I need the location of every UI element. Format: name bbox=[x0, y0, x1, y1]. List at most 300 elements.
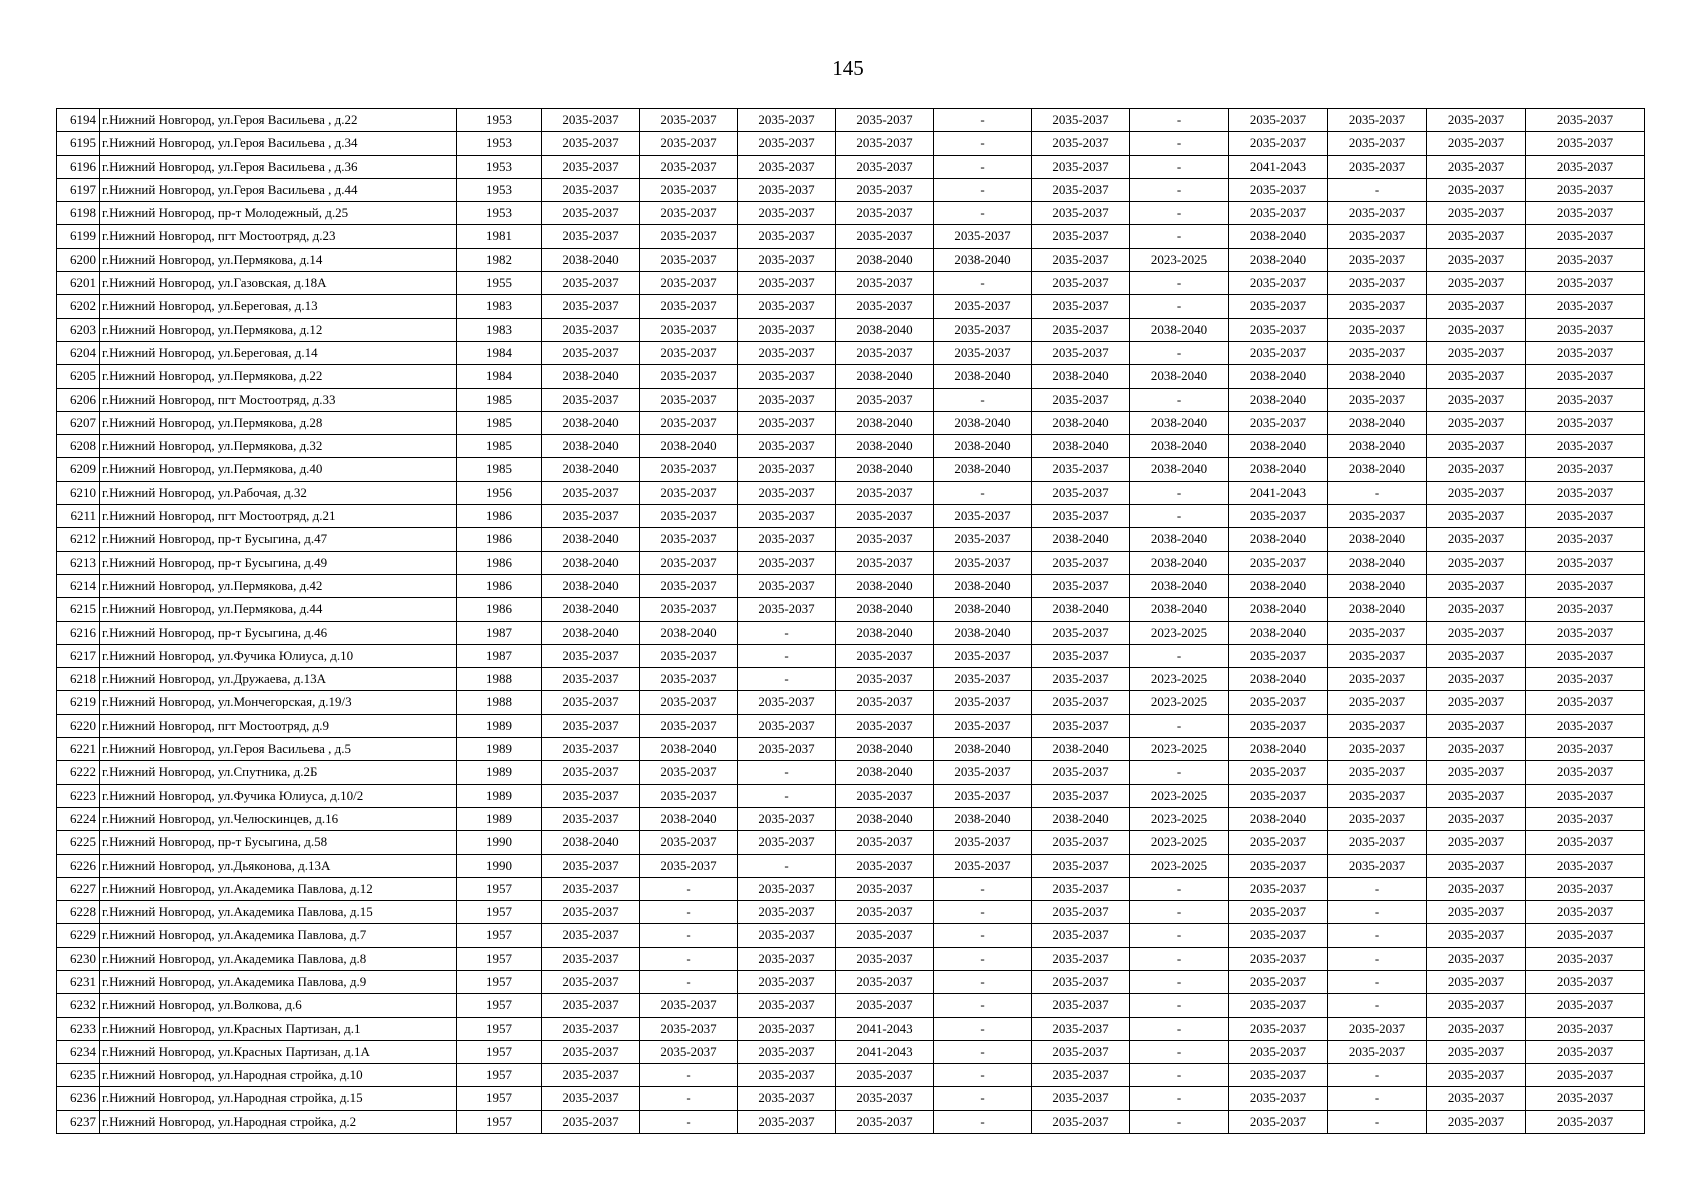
period-cell: 2035-2037 bbox=[934, 714, 1032, 737]
period-cell: 2035-2037 bbox=[1032, 318, 1130, 341]
period-cell: 2038-2040 bbox=[836, 435, 934, 458]
year-cell: 1989 bbox=[457, 714, 542, 737]
row-number-cell: 6199 bbox=[57, 225, 100, 248]
period-cell: 2035-2037 bbox=[1526, 738, 1645, 761]
period-cell: - bbox=[640, 1064, 738, 1087]
period-cell: 2035-2037 bbox=[934, 551, 1032, 574]
period-cell: - bbox=[1328, 481, 1427, 504]
period-cell: 2035-2037 bbox=[1427, 528, 1526, 551]
period-cell: - bbox=[1130, 970, 1229, 993]
period-cell: 2035-2037 bbox=[542, 854, 640, 877]
address-cell: г.Нижний Новгород, ул.Пермякова, д.28 bbox=[100, 411, 457, 434]
period-cell: 2035-2037 bbox=[1328, 831, 1427, 854]
year-cell: 1982 bbox=[457, 248, 542, 271]
period-cell: 2035-2037 bbox=[1526, 1110, 1645, 1133]
period-cell: 2035-2037 bbox=[1229, 994, 1328, 1017]
period-cell: 2035-2037 bbox=[738, 901, 836, 924]
period-cell: 2035-2037 bbox=[1526, 644, 1645, 667]
period-cell: 2038-2040 bbox=[836, 738, 934, 761]
period-cell: 2038-2040 bbox=[836, 598, 934, 621]
period-cell: 2035-2037 bbox=[542, 994, 640, 1017]
period-cell: 2035-2037 bbox=[542, 388, 640, 411]
period-cell: 2035-2037 bbox=[542, 761, 640, 784]
period-cell: 2038-2040 bbox=[1328, 574, 1427, 597]
address-cell: г.Нижний Новгород, ул.Пермякова, д.22 bbox=[100, 365, 457, 388]
row-number-cell: 6236 bbox=[57, 1087, 100, 1110]
period-cell: 2035-2037 bbox=[934, 854, 1032, 877]
period-cell: 2038-2040 bbox=[542, 621, 640, 644]
period-cell: 2035-2037 bbox=[836, 970, 934, 993]
period-cell: 2035-2037 bbox=[1328, 248, 1427, 271]
address-cell: г.Нижний Новгород, ул.Героя Васильева , д.36 bbox=[100, 155, 457, 178]
period-cell: - bbox=[934, 202, 1032, 225]
period-cell: 2038-2040 bbox=[1229, 388, 1328, 411]
period-cell: - bbox=[1130, 295, 1229, 318]
period-cell: 2035-2037 bbox=[542, 714, 640, 737]
period-cell: - bbox=[738, 761, 836, 784]
table-row bbox=[57, 761, 1645, 784]
period-cell: - bbox=[1130, 272, 1229, 295]
row-number-cell: 6222 bbox=[57, 761, 100, 784]
year-cell: 1957 bbox=[457, 901, 542, 924]
table-row bbox=[57, 1064, 1645, 1087]
period-cell: 2035-2037 bbox=[542, 924, 640, 947]
table-row bbox=[57, 505, 1645, 528]
period-cell: 2038-2040 bbox=[934, 411, 1032, 434]
period-cell: 2035-2037 bbox=[1032, 1040, 1130, 1063]
period-cell: 2035-2037 bbox=[1229, 109, 1328, 132]
table-row bbox=[57, 295, 1645, 318]
period-cell: 2035-2037 bbox=[836, 877, 934, 900]
period-cell: 2035-2037 bbox=[1328, 738, 1427, 761]
row-number-cell: 6212 bbox=[57, 528, 100, 551]
row-number-cell: 6224 bbox=[57, 807, 100, 830]
period-cell: 2035-2037 bbox=[1526, 691, 1645, 714]
row-number-cell: 6232 bbox=[57, 994, 100, 1017]
address-cell: г.Нижний Новгород, ул.Академика Павлова, д.12 bbox=[100, 877, 457, 900]
year-cell: 1984 bbox=[457, 341, 542, 364]
address-cell: г.Нижний Новгород, ул.Пермякова, д.32 bbox=[100, 435, 457, 458]
period-cell: - bbox=[1130, 1017, 1229, 1040]
period-cell: 2035-2037 bbox=[836, 1064, 934, 1087]
period-cell: 2038-2040 bbox=[1130, 598, 1229, 621]
period-cell: 2035-2037 bbox=[1032, 877, 1130, 900]
period-cell: 2038-2040 bbox=[1328, 528, 1427, 551]
period-cell: 2035-2037 bbox=[836, 155, 934, 178]
period-cell: 2035-2037 bbox=[1427, 714, 1526, 737]
address-cell: г.Нижний Новгород, пгт Мостоотряд, д.33 bbox=[100, 388, 457, 411]
row-number-cell: 6221 bbox=[57, 738, 100, 761]
period-cell: 2038-2040 bbox=[1229, 807, 1328, 830]
period-cell: 2038-2040 bbox=[640, 435, 738, 458]
period-cell: 2035-2037 bbox=[1328, 341, 1427, 364]
address-cell: г.Нижний Новгород, ул.Народная стройка, д.2 bbox=[100, 1110, 457, 1133]
period-cell: 2035-2037 bbox=[640, 528, 738, 551]
period-cell: 2023-2025 bbox=[1130, 854, 1229, 877]
address-cell: г.Нижний Новгород, ул.Красных Партизан, д.1А bbox=[100, 1040, 457, 1063]
period-cell: 2035-2037 bbox=[1328, 318, 1427, 341]
period-cell: 2035-2037 bbox=[542, 807, 640, 830]
row-number-cell: 6218 bbox=[57, 668, 100, 691]
period-cell: 2038-2040 bbox=[1032, 807, 1130, 830]
period-cell: 2035-2037 bbox=[1032, 505, 1130, 528]
period-cell: 2038-2040 bbox=[934, 365, 1032, 388]
period-cell: 2035-2037 bbox=[1427, 784, 1526, 807]
table-row bbox=[57, 598, 1645, 621]
period-cell: 2035-2037 bbox=[1526, 295, 1645, 318]
table-row bbox=[57, 947, 1645, 970]
table-row bbox=[57, 738, 1645, 761]
period-cell: 2035-2037 bbox=[836, 528, 934, 551]
row-number-cell: 6233 bbox=[57, 1017, 100, 1040]
table-row bbox=[57, 854, 1645, 877]
period-cell: 2035-2037 bbox=[1032, 481, 1130, 504]
period-cell: 2035-2037 bbox=[836, 341, 934, 364]
row-number-cell: 6202 bbox=[57, 295, 100, 318]
row-number-cell: 6228 bbox=[57, 901, 100, 924]
year-cell: 1987 bbox=[457, 644, 542, 667]
period-cell: 2035-2037 bbox=[836, 132, 934, 155]
period-cell: 2035-2037 bbox=[836, 901, 934, 924]
period-cell: - bbox=[1130, 761, 1229, 784]
period-cell: 2035-2037 bbox=[1328, 109, 1427, 132]
period-cell: - bbox=[934, 155, 1032, 178]
period-cell: 2035-2037 bbox=[542, 1110, 640, 1133]
period-cell: 2038-2040 bbox=[1328, 365, 1427, 388]
address-cell: г.Нижний Новгород, ул.Газовская, д.18А bbox=[100, 272, 457, 295]
period-cell: 2023-2025 bbox=[1130, 248, 1229, 271]
year-cell: 1989 bbox=[457, 738, 542, 761]
period-cell: 2035-2037 bbox=[738, 994, 836, 1017]
row-number-cell: 6195 bbox=[57, 132, 100, 155]
period-cell: 2035-2037 bbox=[1526, 1040, 1645, 1063]
period-cell: - bbox=[1130, 714, 1229, 737]
period-cell: - bbox=[934, 994, 1032, 1017]
period-cell: 2038-2040 bbox=[934, 807, 1032, 830]
year-cell: 1989 bbox=[457, 784, 542, 807]
table-row bbox=[57, 202, 1645, 225]
period-cell: 2035-2037 bbox=[1526, 668, 1645, 691]
address-cell: г.Нижний Новгород, ул.Народная стройка, д.15 bbox=[100, 1087, 457, 1110]
period-cell: 2038-2040 bbox=[1229, 225, 1328, 248]
period-cell: 2035-2037 bbox=[1427, 924, 1526, 947]
period-cell: 2038-2040 bbox=[836, 318, 934, 341]
period-cell: 2035-2037 bbox=[1328, 784, 1427, 807]
period-cell: 2035-2037 bbox=[1229, 970, 1328, 993]
period-cell: 2035-2037 bbox=[1526, 202, 1645, 225]
period-cell: - bbox=[1328, 947, 1427, 970]
table-row bbox=[57, 668, 1645, 691]
period-cell: 2035-2037 bbox=[738, 481, 836, 504]
period-cell: 2035-2037 bbox=[1427, 411, 1526, 434]
period-cell: 2035-2037 bbox=[738, 551, 836, 574]
period-cell: 2035-2037 bbox=[640, 598, 738, 621]
table-row bbox=[57, 458, 1645, 481]
period-cell: - bbox=[934, 924, 1032, 947]
period-cell: 2035-2037 bbox=[1427, 901, 1526, 924]
period-cell: 2038-2040 bbox=[640, 621, 738, 644]
period-cell: 2035-2037 bbox=[1032, 272, 1130, 295]
table-row bbox=[57, 784, 1645, 807]
period-cell: 2035-2037 bbox=[1526, 1017, 1645, 1040]
period-cell: 2035-2037 bbox=[1427, 621, 1526, 644]
period-cell: 2035-2037 bbox=[640, 411, 738, 434]
period-cell: 2035-2037 bbox=[934, 505, 1032, 528]
address-cell: г.Нижний Новгород, ул.Дьяконова, д.13А bbox=[100, 854, 457, 877]
period-cell: 2035-2037 bbox=[542, 644, 640, 667]
period-cell: 2038-2040 bbox=[836, 365, 934, 388]
address-cell: г.Нижний Новгород, ул.Героя Васильева , д.34 bbox=[100, 132, 457, 155]
period-cell: 2035-2037 bbox=[1526, 761, 1645, 784]
period-cell: 2038-2040 bbox=[836, 458, 934, 481]
period-cell: 2035-2037 bbox=[1229, 1064, 1328, 1087]
period-cell: 2038-2040 bbox=[1328, 411, 1427, 434]
period-cell: 2035-2037 bbox=[640, 225, 738, 248]
period-cell: 2035-2037 bbox=[1427, 365, 1526, 388]
period-cell: 2038-2040 bbox=[934, 574, 1032, 597]
period-cell: - bbox=[738, 854, 836, 877]
period-cell: - bbox=[934, 1017, 1032, 1040]
period-cell: 2035-2037 bbox=[934, 691, 1032, 714]
period-cell: 2035-2037 bbox=[1526, 574, 1645, 597]
period-cell: 2035-2037 bbox=[542, 877, 640, 900]
period-cell: - bbox=[640, 901, 738, 924]
period-cell: 2035-2037 bbox=[1526, 411, 1645, 434]
period-cell: 2035-2037 bbox=[1427, 598, 1526, 621]
period-cell: 2035-2037 bbox=[1229, 761, 1328, 784]
period-cell: 2035-2037 bbox=[1032, 901, 1130, 924]
period-cell: - bbox=[1130, 225, 1229, 248]
period-cell: 2035-2037 bbox=[640, 574, 738, 597]
period-cell: 2035-2037 bbox=[1328, 691, 1427, 714]
period-cell: 2035-2037 bbox=[1427, 225, 1526, 248]
period-cell: 2035-2037 bbox=[1032, 621, 1130, 644]
table-row bbox=[57, 109, 1645, 132]
row-number-cell: 6230 bbox=[57, 947, 100, 970]
period-cell: 2035-2037 bbox=[836, 225, 934, 248]
period-cell: 2035-2037 bbox=[1526, 341, 1645, 364]
period-cell: 2023-2025 bbox=[1130, 738, 1229, 761]
period-cell: - bbox=[934, 1040, 1032, 1063]
period-cell: 2035-2037 bbox=[542, 318, 640, 341]
period-cell: 2035-2037 bbox=[1427, 435, 1526, 458]
period-cell: 2035-2037 bbox=[1032, 714, 1130, 737]
period-cell: 2038-2040 bbox=[1130, 365, 1229, 388]
address-cell: г.Нижний Новгород, ул.Фучика Юлиуса, д.10 bbox=[100, 644, 457, 667]
period-cell: - bbox=[1328, 877, 1427, 900]
address-cell: г.Нижний Новгород, ул.Пермякова, д.40 bbox=[100, 458, 457, 481]
row-number-cell: 6214 bbox=[57, 574, 100, 597]
table-row bbox=[57, 365, 1645, 388]
period-cell: 2035-2037 bbox=[1229, 551, 1328, 574]
row-number-cell: 6198 bbox=[57, 202, 100, 225]
row-number-cell: 6234 bbox=[57, 1040, 100, 1063]
period-cell: 2035-2037 bbox=[1328, 132, 1427, 155]
address-cell: г.Нижний Новгород, пгт Мостоотряд, д.9 bbox=[100, 714, 457, 737]
period-cell: 2038-2040 bbox=[836, 761, 934, 784]
row-number-cell: 6215 bbox=[57, 598, 100, 621]
period-cell: 2035-2037 bbox=[542, 691, 640, 714]
table-row bbox=[57, 435, 1645, 458]
period-cell: 2035-2037 bbox=[1526, 714, 1645, 737]
period-cell: - bbox=[1328, 970, 1427, 993]
period-cell: 2035-2037 bbox=[1328, 854, 1427, 877]
period-cell: 2041-2043 bbox=[1229, 155, 1328, 178]
period-cell: 2035-2037 bbox=[640, 388, 738, 411]
period-cell: 2038-2040 bbox=[934, 598, 1032, 621]
table-row bbox=[57, 924, 1645, 947]
period-cell: 2035-2037 bbox=[1328, 714, 1427, 737]
period-cell: - bbox=[1130, 388, 1229, 411]
period-cell: 2035-2037 bbox=[1427, 994, 1526, 1017]
address-cell: г.Нижний Новгород, ул.Академика Павлова, д.8 bbox=[100, 947, 457, 970]
period-cell: - bbox=[1130, 155, 1229, 178]
page-number: 145 bbox=[832, 56, 864, 80]
period-cell: - bbox=[1328, 994, 1427, 1017]
period-cell: 2035-2037 bbox=[1229, 505, 1328, 528]
period-cell: 2035-2037 bbox=[738, 109, 836, 132]
period-cell: 2038-2040 bbox=[1328, 458, 1427, 481]
period-cell: 2035-2037 bbox=[542, 1087, 640, 1110]
period-cell: 2035-2037 bbox=[1526, 947, 1645, 970]
period-cell: 2035-2037 bbox=[1526, 248, 1645, 271]
period-cell: 2035-2037 bbox=[1427, 1040, 1526, 1063]
address-cell: г.Нижний Новгород, пр-т Бусыгина, д.47 bbox=[100, 528, 457, 551]
period-cell: 2038-2040 bbox=[542, 458, 640, 481]
period-cell: 2038-2040 bbox=[542, 435, 640, 458]
period-cell: - bbox=[1130, 924, 1229, 947]
period-cell: 2035-2037 bbox=[640, 831, 738, 854]
period-cell: 2035-2037 bbox=[1526, 225, 1645, 248]
period-cell: - bbox=[1130, 947, 1229, 970]
period-cell: 2035-2037 bbox=[738, 341, 836, 364]
address-cell: г.Нижний Новгород, ул.Пермякова, д.14 bbox=[100, 248, 457, 271]
period-cell: 2035-2037 bbox=[542, 341, 640, 364]
period-cell: 2038-2040 bbox=[542, 598, 640, 621]
period-cell: 2038-2040 bbox=[1229, 365, 1328, 388]
period-cell: 2035-2037 bbox=[738, 1087, 836, 1110]
year-cell: 1986 bbox=[457, 574, 542, 597]
period-cell: 2035-2037 bbox=[1032, 784, 1130, 807]
period-cell: - bbox=[1130, 1040, 1229, 1063]
period-cell: 2035-2037 bbox=[738, 807, 836, 830]
period-cell: - bbox=[934, 1110, 1032, 1133]
period-cell: 2035-2037 bbox=[934, 668, 1032, 691]
row-number-cell: 6203 bbox=[57, 318, 100, 341]
period-cell: 2035-2037 bbox=[1032, 388, 1130, 411]
period-cell: - bbox=[1130, 132, 1229, 155]
period-cell: 2035-2037 bbox=[934, 528, 1032, 551]
period-cell: 2035-2037 bbox=[1229, 178, 1328, 201]
period-cell: 2035-2037 bbox=[1229, 1017, 1328, 1040]
address-cell: г.Нижний Новгород, ул.Спутника, д.2Б bbox=[100, 761, 457, 784]
period-cell: - bbox=[934, 877, 1032, 900]
year-cell: 1981 bbox=[457, 225, 542, 248]
period-cell: 2035-2037 bbox=[1229, 318, 1328, 341]
period-cell: 2035-2037 bbox=[1229, 132, 1328, 155]
table-row bbox=[57, 831, 1645, 854]
address-cell: г.Нижний Новгород, ул.Дружаева, д.13А bbox=[100, 668, 457, 691]
period-cell: 2035-2037 bbox=[738, 505, 836, 528]
year-cell: 1987 bbox=[457, 621, 542, 644]
period-cell: 2035-2037 bbox=[1229, 924, 1328, 947]
period-cell: 2035-2037 bbox=[640, 248, 738, 271]
period-cell: 2035-2037 bbox=[1229, 295, 1328, 318]
period-cell: 2035-2037 bbox=[1526, 155, 1645, 178]
period-cell: 2038-2040 bbox=[1328, 598, 1427, 621]
table-row bbox=[57, 714, 1645, 737]
period-cell: 2035-2037 bbox=[934, 295, 1032, 318]
period-cell: - bbox=[934, 901, 1032, 924]
period-cell: 2035-2037 bbox=[738, 528, 836, 551]
period-cell: - bbox=[1328, 901, 1427, 924]
period-cell: 2035-2037 bbox=[640, 155, 738, 178]
period-cell: 2035-2037 bbox=[738, 388, 836, 411]
period-cell: 2035-2037 bbox=[1427, 877, 1526, 900]
period-cell: - bbox=[640, 947, 738, 970]
period-cell: 2035-2037 bbox=[836, 202, 934, 225]
period-cell: 2038-2040 bbox=[1130, 574, 1229, 597]
period-cell: 2038-2040 bbox=[934, 621, 1032, 644]
period-cell: 2035-2037 bbox=[1526, 621, 1645, 644]
period-cell: 2038-2040 bbox=[542, 528, 640, 551]
period-cell: 2035-2037 bbox=[1032, 225, 1130, 248]
period-cell: 2041-2043 bbox=[836, 1040, 934, 1063]
year-cell: 1957 bbox=[457, 877, 542, 900]
period-cell: 2035-2037 bbox=[542, 901, 640, 924]
period-cell: 2035-2037 bbox=[1032, 109, 1130, 132]
period-cell: 2038-2040 bbox=[1229, 458, 1328, 481]
period-cell: 2035-2037 bbox=[1427, 644, 1526, 667]
row-number-cell: 6206 bbox=[57, 388, 100, 411]
period-cell: 2038-2040 bbox=[1032, 365, 1130, 388]
period-cell: 2035-2037 bbox=[1032, 341, 1130, 364]
row-number-cell: 6216 bbox=[57, 621, 100, 644]
period-cell: 2035-2037 bbox=[542, 295, 640, 318]
period-cell: 2035-2037 bbox=[542, 738, 640, 761]
period-cell: 2038-2040 bbox=[1130, 318, 1229, 341]
period-cell: 2035-2037 bbox=[1526, 854, 1645, 877]
table-row bbox=[57, 248, 1645, 271]
period-cell: 2035-2037 bbox=[542, 1064, 640, 1087]
period-cell: 2035-2037 bbox=[1229, 272, 1328, 295]
period-cell: 2035-2037 bbox=[1427, 272, 1526, 295]
period-cell: 2038-2040 bbox=[1130, 435, 1229, 458]
period-cell: - bbox=[1328, 924, 1427, 947]
period-cell: 2035-2037 bbox=[1229, 202, 1328, 225]
table-row bbox=[57, 621, 1645, 644]
period-cell: 2035-2037 bbox=[836, 551, 934, 574]
period-cell: - bbox=[1130, 1087, 1229, 1110]
period-cell: - bbox=[640, 970, 738, 993]
period-cell: 2035-2037 bbox=[738, 598, 836, 621]
period-cell: 2035-2037 bbox=[836, 109, 934, 132]
period-cell: 2038-2040 bbox=[1328, 435, 1427, 458]
year-cell: 1986 bbox=[457, 551, 542, 574]
period-cell: 2041-2043 bbox=[836, 1017, 934, 1040]
period-cell: 2035-2037 bbox=[1229, 1110, 1328, 1133]
row-number-cell: 6201 bbox=[57, 272, 100, 295]
table-row bbox=[57, 1017, 1645, 1040]
period-cell: 2038-2040 bbox=[1229, 435, 1328, 458]
period-cell: 2035-2037 bbox=[836, 994, 934, 1017]
period-cell: - bbox=[1130, 901, 1229, 924]
address-cell: г.Нижний Новгород, ул.Волкова, д.6 bbox=[100, 994, 457, 1017]
period-cell: 2035-2037 bbox=[640, 481, 738, 504]
period-cell: - bbox=[640, 1110, 738, 1133]
period-cell: 2035-2037 bbox=[1229, 341, 1328, 364]
year-cell: 1989 bbox=[457, 761, 542, 784]
